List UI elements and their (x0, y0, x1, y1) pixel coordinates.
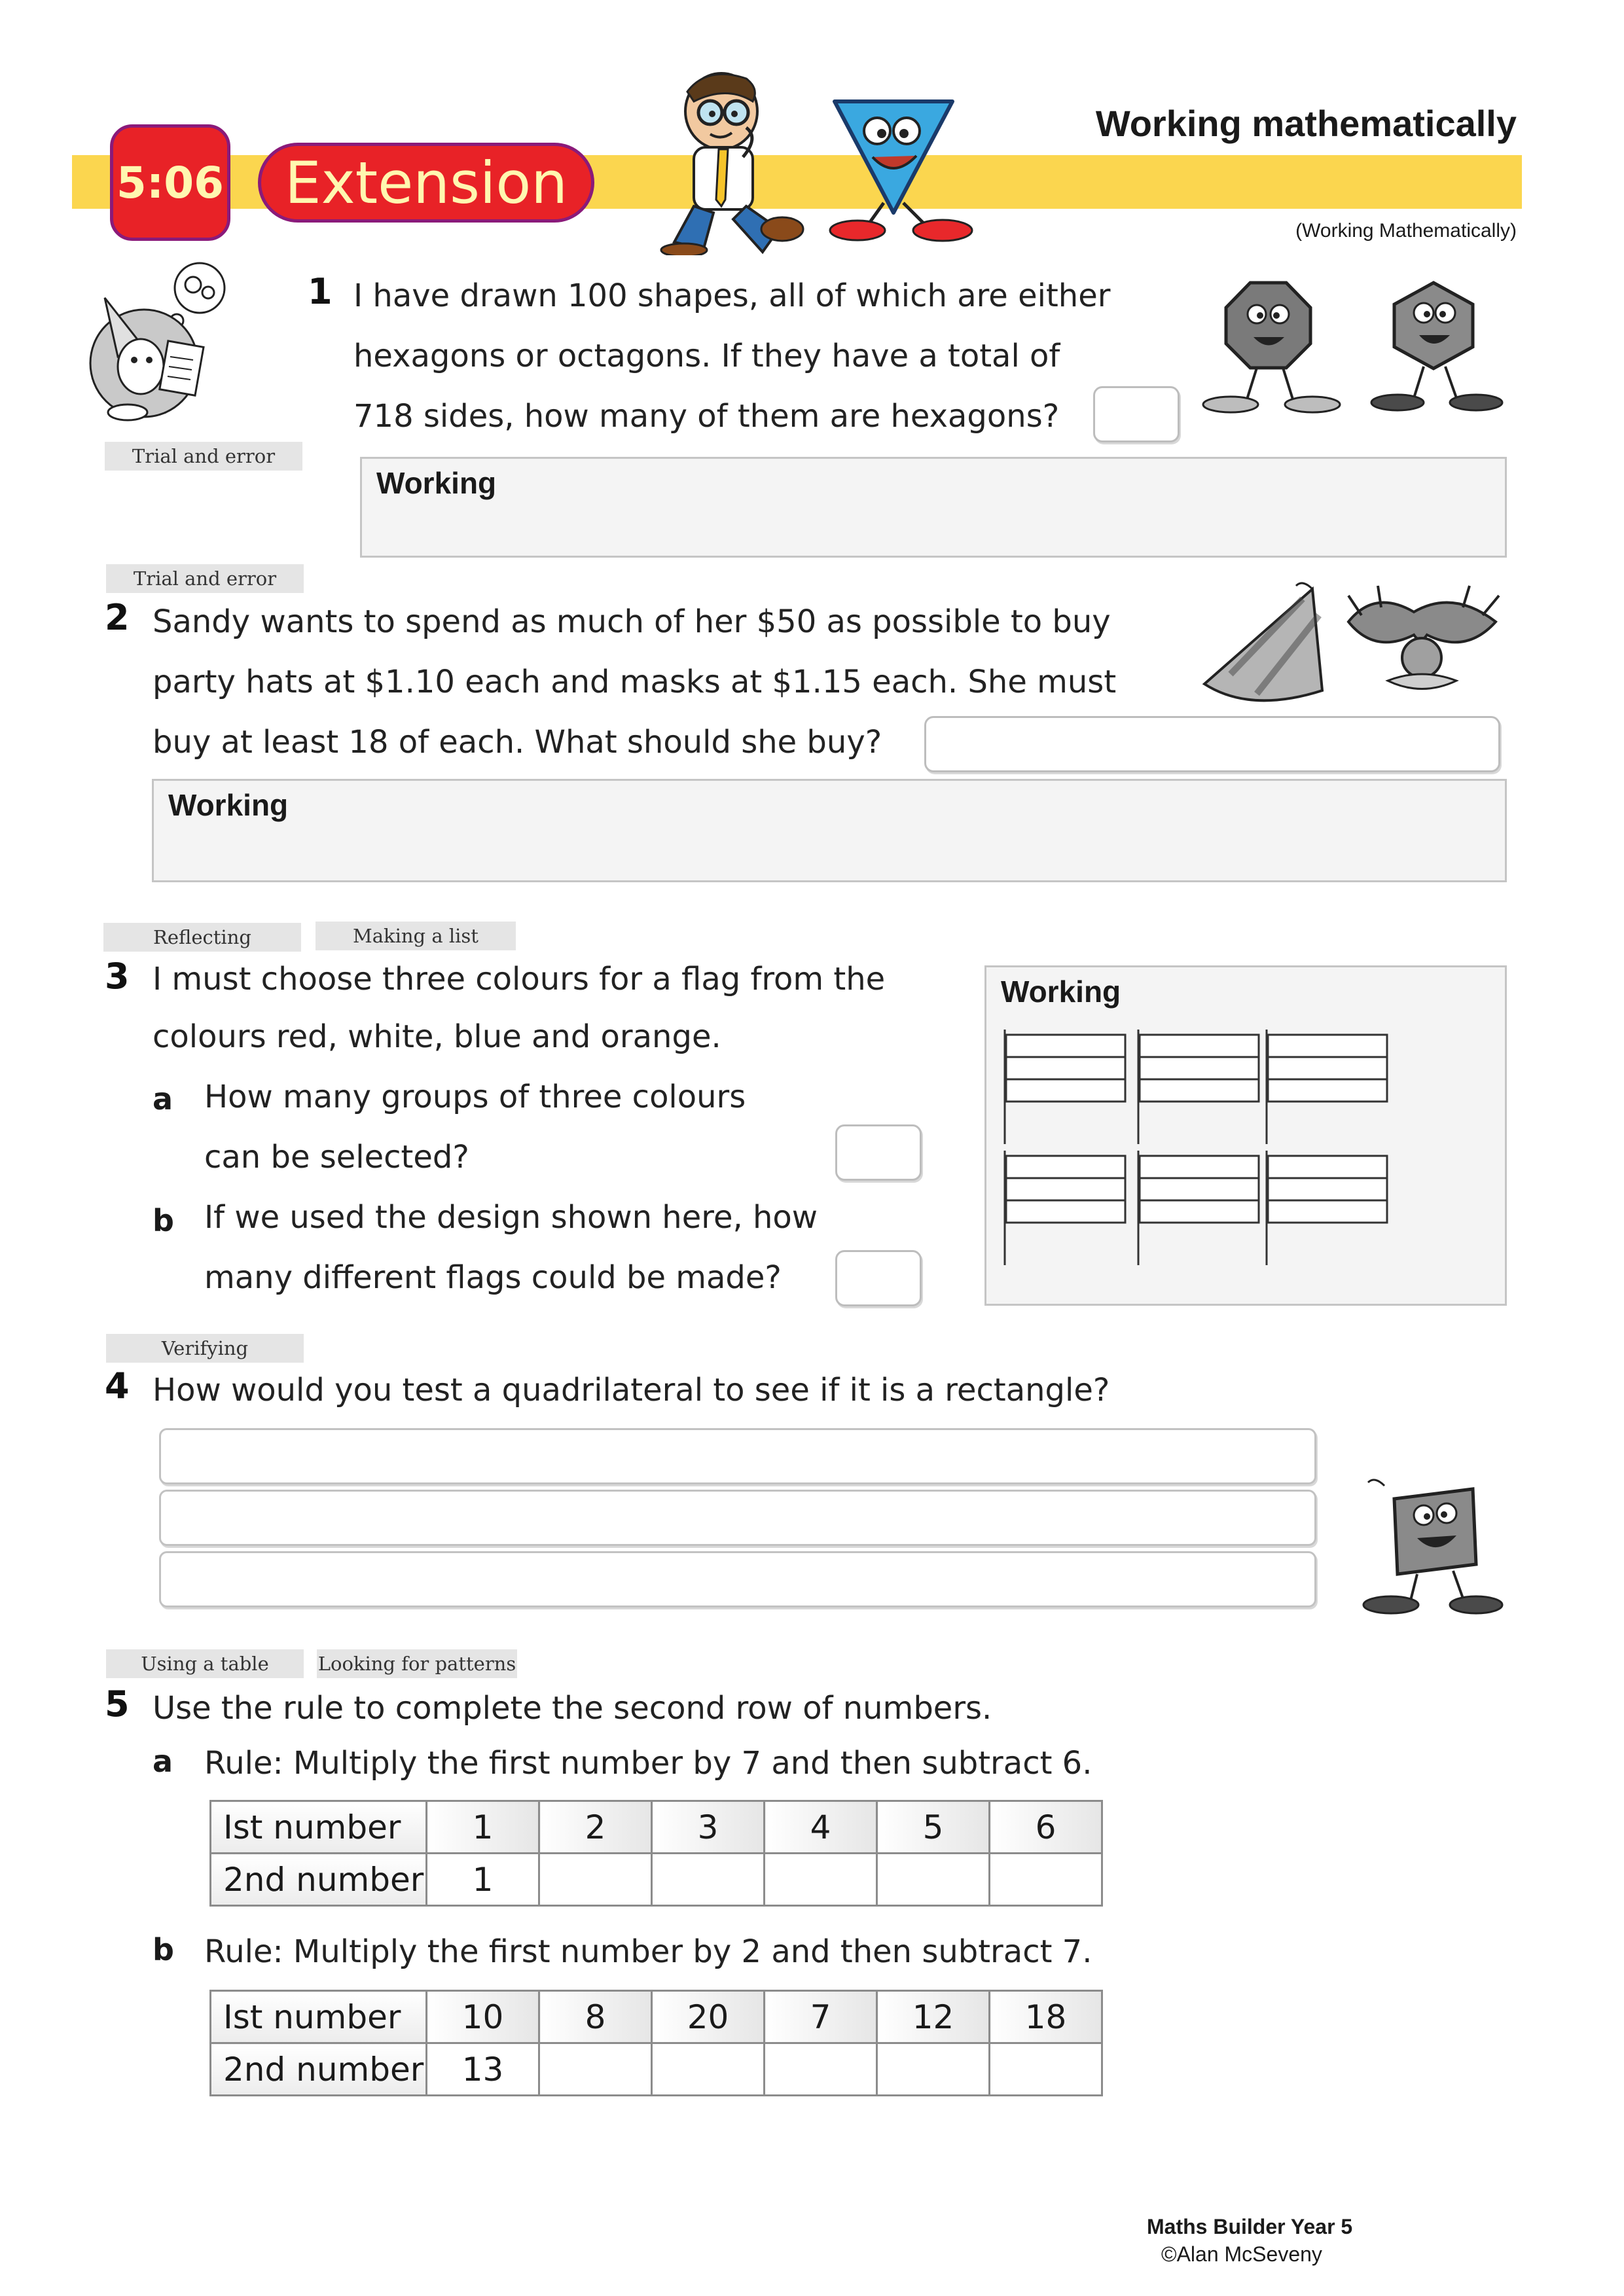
answer-cell[interactable] (765, 1854, 877, 1906)
row-label: 2nd number (211, 1854, 427, 1906)
question-5a-table (209, 1800, 1103, 1907)
flag-5 (1138, 1151, 1259, 1265)
footer-copyright: ©Alan McSeveny (1161, 2242, 1322, 2266)
question-4-answer-line-1[interactable] (159, 1428, 1316, 1484)
table-cell: 3 (652, 1801, 765, 1854)
section-number-badge (110, 124, 230, 241)
table-cell: 7 (765, 1991, 877, 2043)
question-4-number: 4 (105, 1365, 130, 1407)
answer-cell[interactable] (990, 1854, 1102, 1906)
tag-trial-and-error-2: Trial and error (106, 564, 304, 593)
table-cell: 10 (427, 1991, 539, 2043)
table-row (211, 1991, 1102, 2043)
table-cell: 8 (539, 1991, 652, 2043)
section-number: 5:06 (116, 157, 225, 208)
question-3b-answer-box[interactable] (835, 1250, 922, 1306)
flag-3 (1267, 1030, 1387, 1144)
table-cell: 1 (427, 1854, 539, 1906)
question-3b-letter: b (153, 1203, 174, 1238)
hexagon-character-icon (1368, 275, 1512, 416)
question-1-number: 1 (308, 271, 333, 312)
table-row (211, 1801, 1102, 1854)
flag-4 (1005, 1151, 1125, 1265)
table-cell: 12 (877, 1991, 990, 2043)
question-5a-rule: Rule: Multiply the first number by 7 and then subtract 6. (204, 1745, 1092, 1782)
tag-looking-for-patterns: Looking for patterns (317, 1649, 517, 1678)
question-4-answer-line-2[interactable] (159, 1490, 1316, 1546)
table-cell: 1 (427, 1801, 539, 1854)
question-4-text: How would you test a quadrilateral to see if it is a rectangle? (153, 1372, 1110, 1408)
question-2-text: Sandy wants to spend as much of her $50 as possible to buy party hats at $1.10 each and masks at $1.15 each. She must buy at least 18 of each. What should she buy? (153, 603, 1117, 761)
party-hat-icon (1191, 576, 1342, 713)
section-title-badge (258, 143, 594, 223)
question-4-answer-line-3[interactable] (159, 1551, 1316, 1607)
question-3a-text: How many groups of three colours can be selected? (204, 1079, 746, 1175)
flag-1 (1005, 1030, 1125, 1144)
question-3a-letter: a (153, 1081, 173, 1117)
question-5-text: Use the rule to complete the second row of numbers. (153, 1690, 992, 1727)
table-cell: 18 (990, 1991, 1102, 2043)
table-row (211, 2043, 1102, 2096)
rectangle-character-icon (1355, 1473, 1506, 1620)
working-label: Working (1001, 975, 1121, 1009)
question-1-text: I have drawn 100 shapes, all of which are either hexagons or octagons. If they have a total of 718 sides, how many of them are hexagons? (353, 278, 1111, 435)
tag-using-a-table: Using a table (106, 1649, 304, 1678)
footer-book-title: Maths Builder Year 5 (1147, 2215, 1353, 2238)
question-1-answer-box[interactable] (1093, 386, 1180, 442)
table-row (211, 1854, 1102, 1906)
question-3a-answer-box[interactable] (835, 1124, 922, 1181)
table-cell: 6 (990, 1801, 1102, 1854)
party-mask-icon (1335, 583, 1512, 700)
question-5b-rule: Rule: Multiply the first number by 2 and then subtract 7. (204, 1933, 1092, 1970)
answer-cell[interactable] (765, 2043, 877, 2096)
tag-trial-and-error-1: Trial and error (105, 442, 302, 471)
answer-cell[interactable] (652, 2043, 765, 2096)
working-label: Working (376, 466, 497, 500)
answer-cell[interactable] (652, 1854, 765, 1906)
flag-6 (1267, 1151, 1387, 1265)
flag-2 (1138, 1030, 1259, 1144)
tag-making-a-list: Making a list (316, 922, 516, 950)
flag-diagrams (1001, 1030, 1407, 1291)
working-label: Working (168, 788, 289, 822)
question-3-number: 3 (105, 956, 130, 997)
strand-subtitle: (Working Mathematically) (1295, 220, 1517, 242)
tag-verifying: Verifying (106, 1334, 304, 1363)
question-3-working-area[interactable] (984, 965, 1507, 1306)
thinking-character-icon (79, 259, 249, 422)
answer-cell[interactable] (539, 2043, 652, 2096)
table-cell: 2 (539, 1801, 652, 1854)
cartoon-triangle-icon (821, 92, 992, 249)
question-2-answer-box[interactable] (924, 716, 1500, 772)
section-title: Extension (284, 149, 568, 217)
question-5a-letter: a (153, 1744, 173, 1779)
table-cell: 20 (652, 1991, 765, 2043)
question-3-text: I must choose three colours for a flag from the colours red, white, blue and orange. (153, 961, 886, 1055)
table-cell: 5 (877, 1801, 990, 1854)
answer-cell[interactable] (877, 1854, 990, 1906)
question-5-number: 5 (105, 1683, 130, 1725)
tag-reflecting: Reflecting (103, 923, 301, 952)
question-5b-table (209, 1990, 1103, 2096)
cartoon-boy-icon (648, 65, 818, 255)
row-label: Ist number (211, 1991, 427, 2043)
question-2-working-area[interactable] (152, 779, 1507, 882)
question-5b-letter: b (153, 1932, 174, 1967)
octagon-character-icon (1198, 275, 1348, 419)
strand-title: Working mathematically (1095, 103, 1517, 144)
table-cell: 13 (427, 2043, 539, 2096)
row-label: 2nd number (211, 2043, 427, 2096)
row-label: Ist number (211, 1801, 427, 1854)
answer-cell[interactable] (877, 2043, 990, 2096)
table-cell: 4 (765, 1801, 877, 1854)
question-2-number: 2 (105, 597, 130, 638)
answer-cell[interactable] (539, 1854, 652, 1906)
answer-cell[interactable] (990, 2043, 1102, 2096)
question-1-working-area[interactable] (360, 457, 1507, 558)
question-3b-text: If we used the design shown here, how many different flags could be made? (204, 1199, 818, 1296)
